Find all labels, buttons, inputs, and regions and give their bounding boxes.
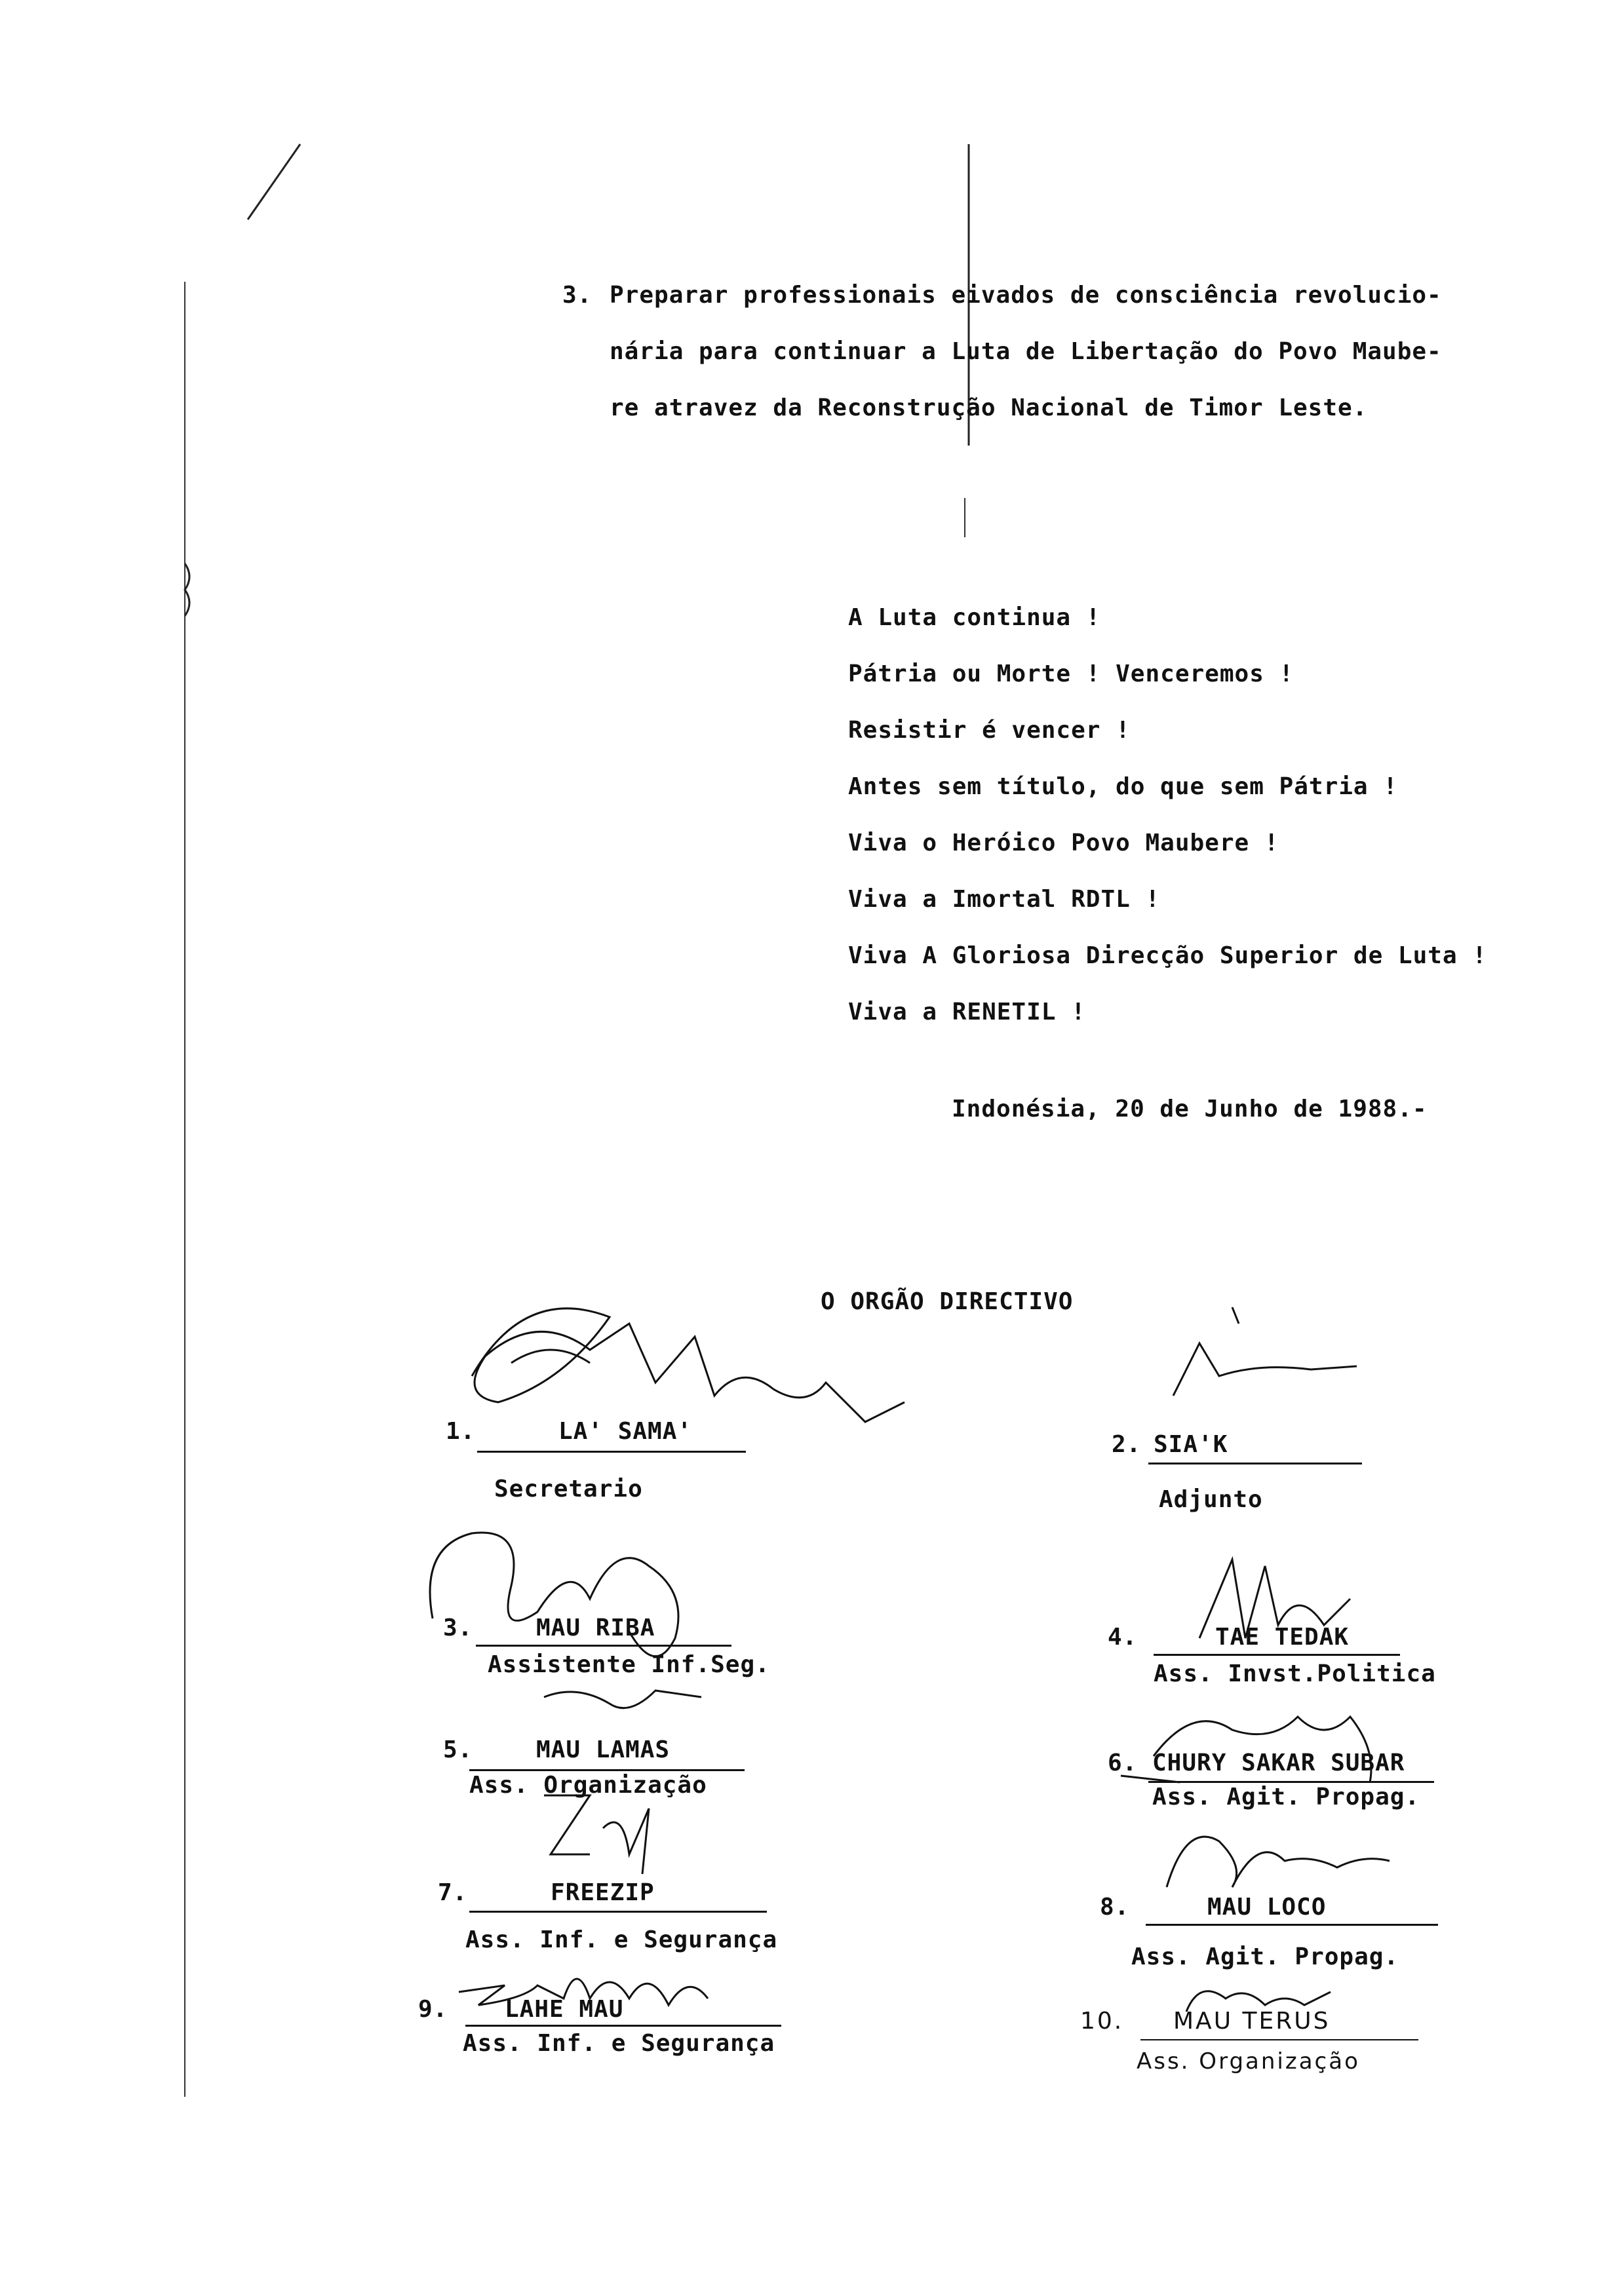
signatory-number: 6. <box>1108 1750 1138 1776</box>
signatory-name: MAU LOCO <box>1207 1894 1327 1921</box>
signatory-number: 9. <box>418 1996 448 2023</box>
signatory-number: 10. <box>1080 2008 1124 2035</box>
signatory-role: Ass. Inf. e Segurança <box>465 1926 778 1953</box>
signatory-role: Ass. Invst.Politica <box>1154 1660 1436 1687</box>
slogan: Viva o Heróico Povo Maubere ! <box>848 830 1279 856</box>
signatory-role: Assistente Inf.Seg. <box>488 1651 770 1678</box>
section-3-line-3: re atravez da Reconstrução Nacional de Timor Leste. <box>610 394 1368 421</box>
signatory-number: 1. <box>446 1418 476 1445</box>
signatory-name: CHURY SAKAR SUBAR <box>1152 1750 1405 1776</box>
signatory-role: Secretario <box>494 1476 643 1502</box>
signatory-name: SIA'K <box>1154 1431 1228 1458</box>
signatory-number: 8. <box>1100 1894 1130 1921</box>
signature-line <box>1148 1781 1434 1783</box>
slogan: Antes sem título, do que sem Pátria ! <box>848 773 1398 800</box>
signatory-role: Adjunto <box>1159 1486 1263 1513</box>
place-date: Indonésia, 20 de Junho de 1988.- <box>952 1096 1428 1122</box>
signature-line <box>1148 1463 1362 1464</box>
signature-line <box>476 1645 731 1647</box>
signatory-role: Ass. Organização <box>469 1772 707 1799</box>
signatory-number: 7. <box>438 1879 468 1906</box>
signatory-name: MAU RIBA <box>536 1615 655 1641</box>
signature-line <box>1154 1654 1400 1656</box>
signature-line <box>477 1451 746 1453</box>
signatory-name: LA' SAMA' <box>558 1418 693 1445</box>
signatory-number: 4. <box>1108 1624 1138 1651</box>
signature-line <box>465 2025 781 2027</box>
section-3-line-2: nária para continuar a Luta de Libertação do Povo Maube- <box>610 338 1442 365</box>
signatory-name: TAE TEDAK <box>1215 1624 1350 1651</box>
signatory-name: FREEZIP <box>551 1879 655 1906</box>
slogan: Viva A Gloriosa Direcção Superior de Luta ! <box>848 942 1487 969</box>
signatory-name: MAU TERUS <box>1173 2008 1331 2035</box>
slogan: Viva a Imortal RDTL ! <box>848 886 1161 913</box>
section-3-number: 3. <box>562 282 593 309</box>
section-3-line-1: Preparar professionais eivados de consciência revolucio- <box>610 282 1442 309</box>
signatory-role: Ass. Organização <box>1137 2048 1360 2075</box>
signatory-role: Ass. Agit. Propag. <box>1131 1943 1399 1970</box>
slogan: Pátria ou Morte ! Venceremos ! <box>848 660 1294 687</box>
signatory-role: Ass. Agit. Propag. <box>1152 1784 1420 1810</box>
signatory-name: MAU LAMAS <box>536 1736 671 1763</box>
signature-line <box>1146 1924 1438 1926</box>
slogan: Viva a RENETIL ! <box>848 999 1086 1025</box>
signatory-number: 2. <box>1112 1431 1142 1458</box>
signatory-number: 3. <box>443 1615 473 1641</box>
signature-line <box>469 1769 745 1771</box>
signatory-name: LAHE MAU <box>505 1996 624 2023</box>
signature-line <box>469 1911 767 1913</box>
signature-line <box>1140 2039 1418 2040</box>
slogan: Resistir é vencer ! <box>848 717 1131 744</box>
signatory-number: 5. <box>443 1736 473 1763</box>
signatory-role: Ass. Inf. e Segurança <box>463 2030 775 2057</box>
slogan: A Luta continua ! <box>848 604 1101 631</box>
body-title: O ORGÃO DIRECTIVO <box>821 1288 1074 1315</box>
